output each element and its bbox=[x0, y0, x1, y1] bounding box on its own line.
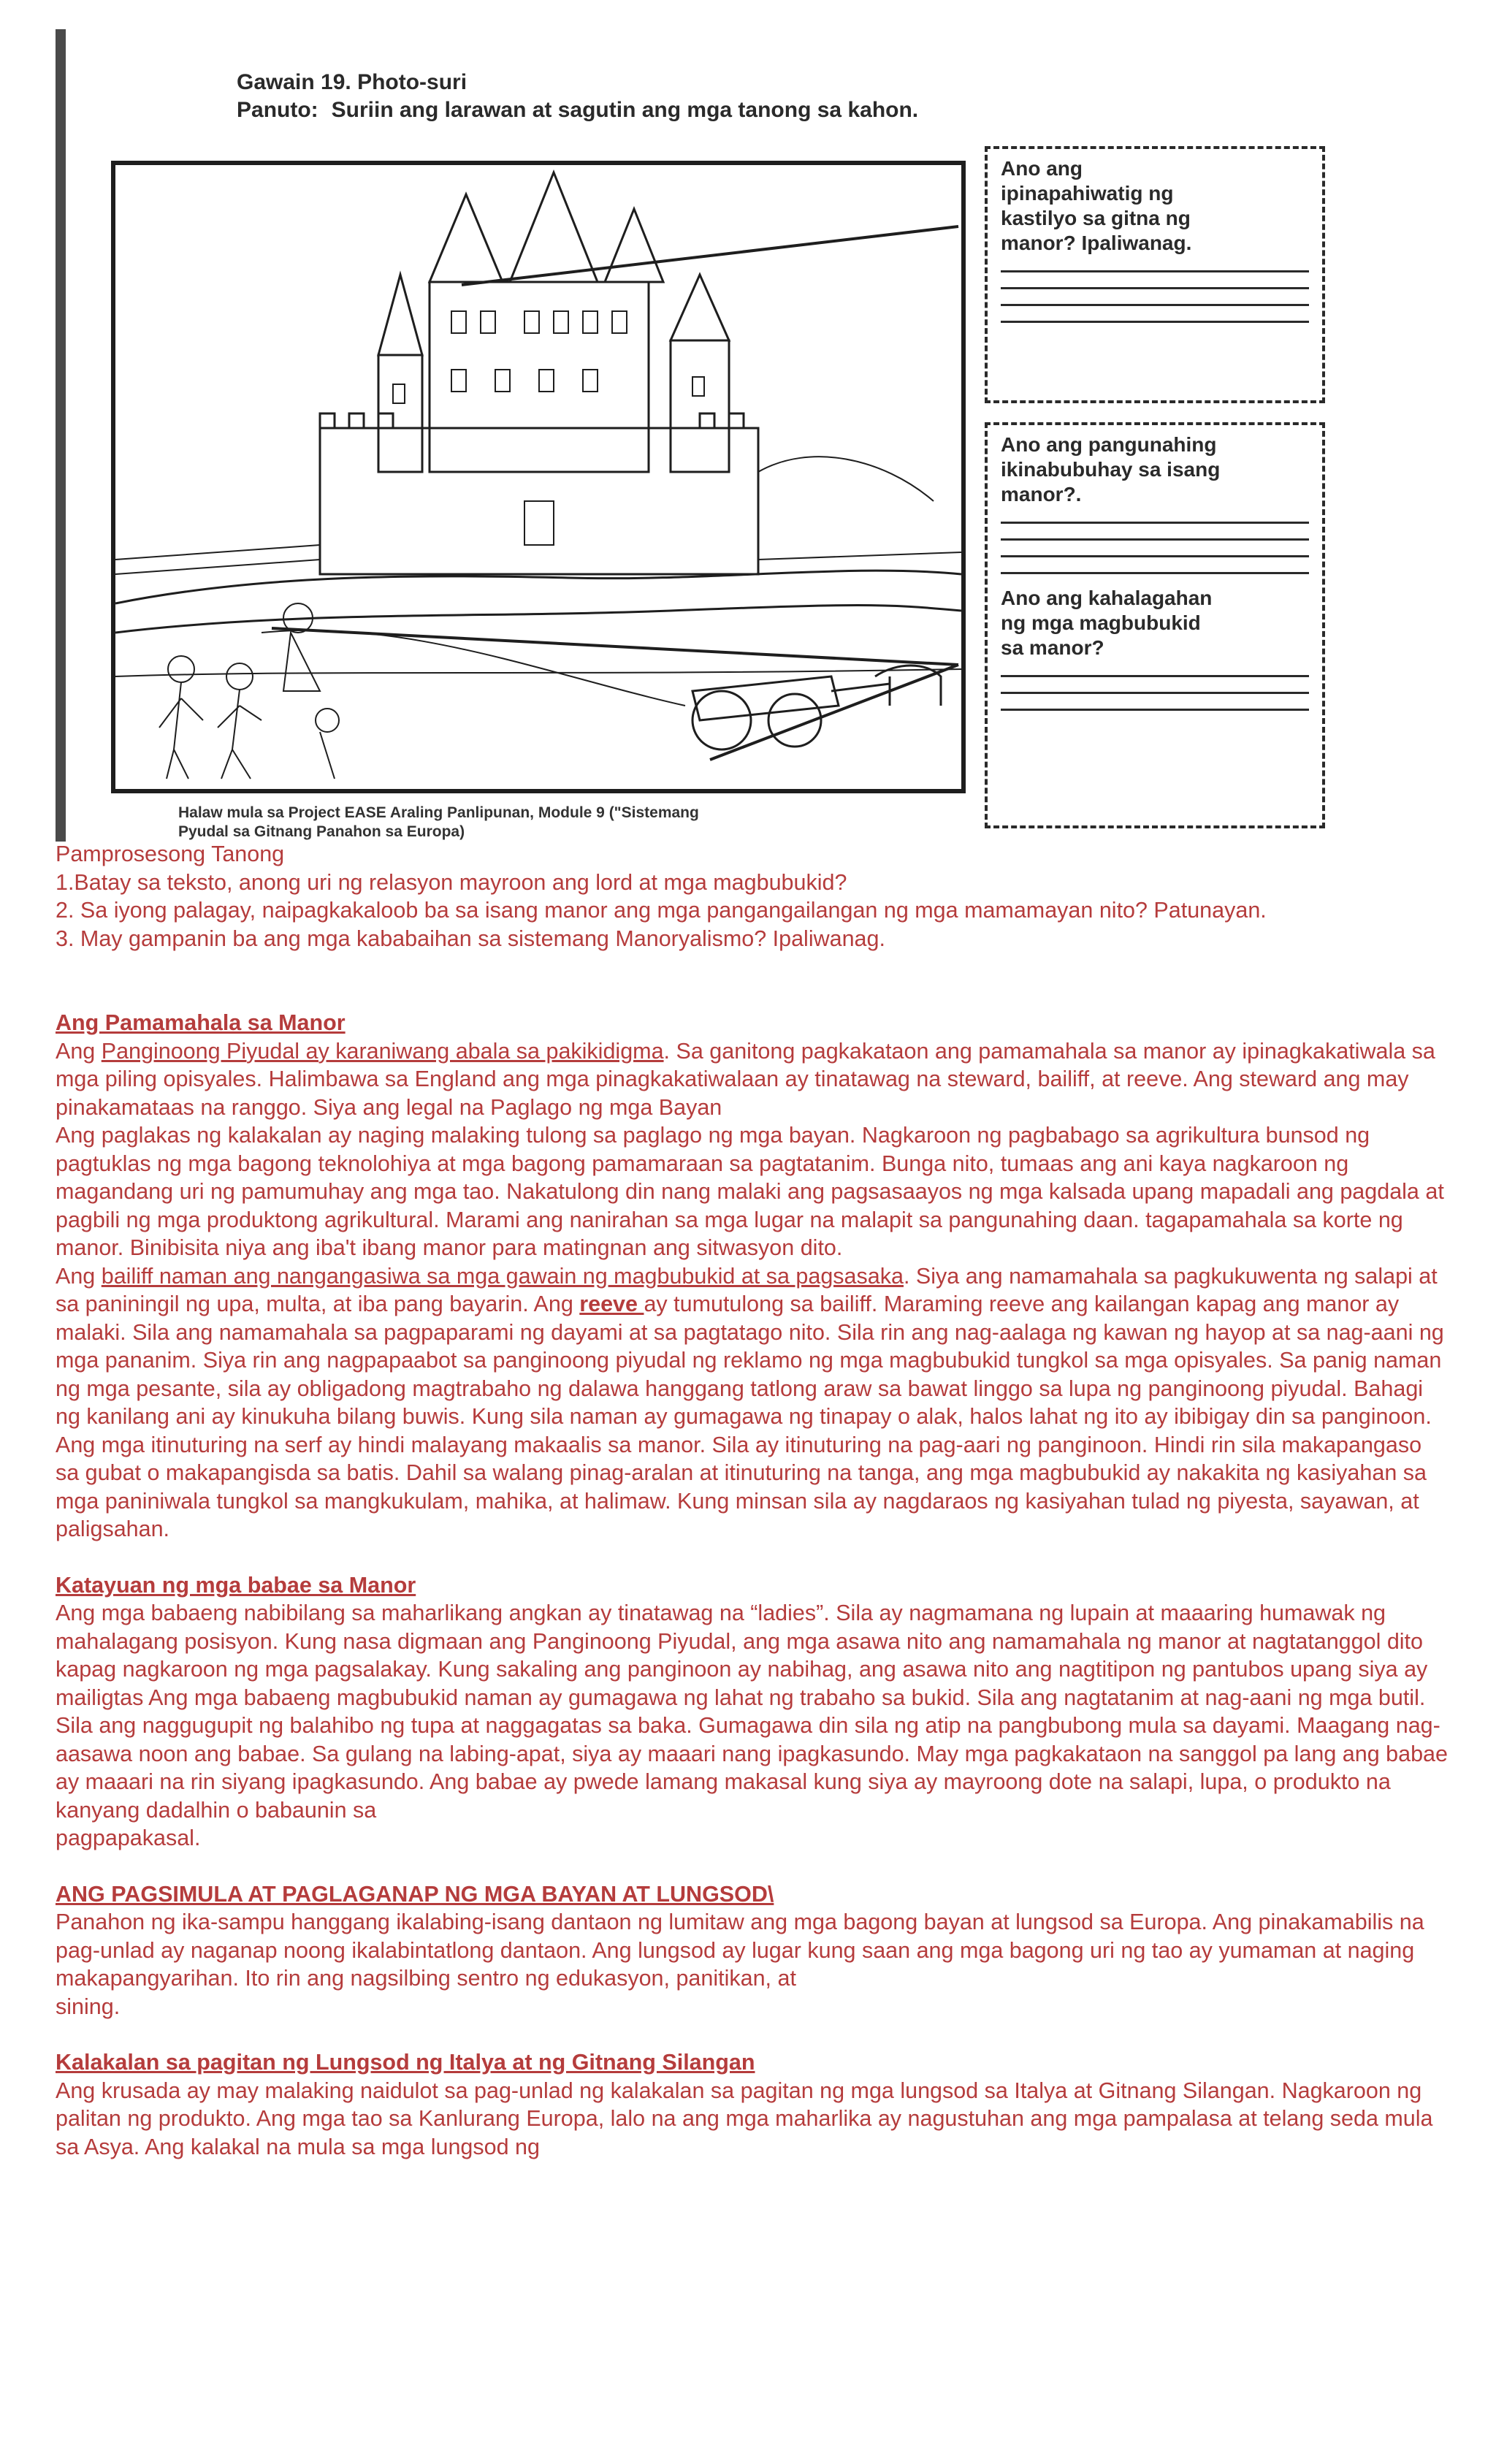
left-margin-bar bbox=[56, 29, 66, 842]
answer-line[interactable] bbox=[1001, 675, 1309, 677]
question-box-1 bbox=[985, 146, 1325, 403]
underlined-text: Panginoong Piyudal ay karaniwang abala sa pakikidigma bbox=[101, 1038, 664, 1064]
answer-line[interactable] bbox=[1001, 270, 1309, 272]
worksheet-title: Gawain 19. Photo-suri bbox=[237, 70, 468, 94]
answer-line[interactable] bbox=[1001, 692, 1309, 694]
text-run: . Sa ganitong pagkakataon ang pamamahala sa manor ay ipinagkakatiwala sa mga piling opisyales. Halimbawa sa England ang mga pinagkakatiwalaan ay tinatawag na steward, bailiff, at reeve. Ang steward ang may pinakamataas na ranggo. Siya ang legal na Paglago ng mga Bayan bbox=[56, 1038, 1435, 1120]
answer-line[interactable] bbox=[1001, 555, 1309, 557]
question-1-text: Ano ang ipinapahiwatig ng kastilyo sa gitna ng manor? Ipaliwanag. bbox=[1001, 157, 1192, 254]
manor-illustration bbox=[111, 161, 966, 793]
text-run: ay tumutulong sa bailiff. Maraming reeve ang kailangan kapag ang manor ay malaki. Sila ang namamahala sa pagpaparami ng dayami at sa pagtatago nito. Sila rin ang nag-aalaga ng kawan ng hayop at sa nag-aani ng mga pananim. Siya rin ang nagpapaabot sa panginoong piyudal ng reklamo ng mga magbubukid tungkol sa mga opisyales. Sa panig naman ng mga pesante, sila ay obligadong magtrabaho ng dalawa hanggang tatlong araw sa bawat linggo sa lupa ng panginoong piyudal. Bahagi ng kanilang ani ay kinukuha bilang buwis. Kung sila naman ay gumagawa ng tinapay o alak, halos lahat ng ito ay ibibigay din sa panginoon. Ang mga itinuturing na serf ay hindi malayang makaalis sa manor. Sila ay itinuturing na pag-aari ng panginoon. Hindi rin sila makapangaso sa gubat o makapangisda sa batis. Dahil sa walang pinag-aralan at itinuturing na tanga, ang mga magbubukid ay nakakita ng kasiyahan sa mga paniniwala tungkol sa mangkukulam, mahika, at halimaw. Kung minsan sila ay nagdaraos ng kasiyahan tulad ng piyesta, sayawan, at paligsahan. bbox=[56, 1292, 1444, 1541]
text-run: Ang bbox=[56, 1263, 102, 1289]
paragraph-women-end: pagpapakasal. bbox=[56, 1826, 201, 1850]
section-heading-women: Katayuan ng mga babae sa Manor bbox=[56, 1572, 416, 1598]
processing-question-2: 2. Sa iyong palagay, naipagkakaloob ba sa isang manor ang mga pangangailangan ng mga mamamayan nito? Patunayan. bbox=[56, 898, 1267, 923]
answer-line[interactable] bbox=[1001, 538, 1309, 541]
document-body bbox=[56, 840, 1451, 2161]
answer-line[interactable] bbox=[1001, 304, 1309, 306]
paragraph-growth: Ang paglakas ng kalakalan ay naging malaking tulong sa paglago ng mga bayan. Nagkaroon ng pagbabago sa agrikultura bunsod ng pagtuklas ng mga bagong teknolohiya at mga bagong pamamaraan sa pagtatanim. Bunga nito, tumaas ang ani kaya nagkaroon ng magandang uri ng pamumuhay ang mga tao. Nakatulong din nang malaki ang pagsasaayos ng mga kalsada upang mapadali ang pagdala at pagbili ng mga produktong agrikultural. Marami ang nanirahan sa mga lugar na malapit sa pangunahing daan. tagapamahala sa korte ng manor. Binibisita niya ang iba't ibang manor para matingnan ang sitwasyon dito. bbox=[56, 1123, 1444, 1260]
paragraph-trade: Ang krusada ay may malaking naidulot sa pag-unlad ng kalakalan sa pagitan ng mga lungsod sa Italya at Gitnang Silangan. Nagkaroon ng palitan ng produkto. Ang mga tao sa Kanlurang Europa, lalo na ang mga maharlika ay nagustuhan ang mga pampalasa at telang seda mula sa Asya. Ang kalakal na mula sa mga lungsod ng bbox=[56, 2078, 1433, 2159]
paragraph-towns-end: sining. bbox=[56, 1994, 121, 2019]
underlined-text: bailiff naman ang nangangasiwa sa mga gawain ng magbubukid at sa pagsasaka bbox=[101, 1263, 904, 1289]
paragraph-women: Ang mga babaeng nabibilang sa maharlikang angkan ay tinatawag na “ladies”. Sila ay nagmamana ng lupain at maaaring humawak ng mahalagang posisyon. Kung nasa digmaan ang Panginoong Piyudal, ang mga asawa nito ang namamahala ng manor at nagtatanggol dito kapag nagkaroon ng mga pagsalakay. Kung sakaling ang panginoon ay nabihag, ang asawa nito ang nagtitipon ng pantubos upang siya ay mailigtas Ang mga babaeng magbubukid naman ay gumagawa ng lahat ng trabaho sa bukid. Sila ang nagtatanim at nag-aani ng mga butil. Sila ang naggugupit ng balahibo ng tupa at naggagatas sa baka. Gumagawa din sila ng atip na pangbubong mula sa dayami. Maagang nag-aasawa noon ang babae. Sa gulang na labing-apat, siya ay maaari nang ipagkasundo. May mga pagkakataon na sanggol pa lang ang babae ay maaari na rin siyang ipagkasundo. Ang babae ay pwede lamang makasal kung siya ay mayroong dote na salapi, lupa, o produkto na kanyang dadalhin o babaunin sa bbox=[56, 1601, 1448, 1823]
text-run: Ang bbox=[56, 1038, 102, 1064]
processing-questions-heading: Pamprosesong Tanong bbox=[56, 842, 285, 866]
bold-underlined-text: reeve bbox=[579, 1292, 644, 1316]
processing-question-3: 3. May gampanin ba ang mga kababaihan sa sistemang Manoryalismo? Ipaliwanag. bbox=[56, 926, 885, 951]
processing-question-1: 1.Batay sa teksto, anong uri ng relasyon mayroon ang lord at mga magbubukid? bbox=[56, 869, 847, 895]
answer-line[interactable] bbox=[1001, 321, 1309, 323]
question-box-2 bbox=[985, 422, 1325, 828]
worksheet-instruction bbox=[237, 98, 918, 123]
answer-line[interactable] bbox=[1001, 287, 1309, 289]
section-heading-manor-governance: Ang Pamamahala sa Manor bbox=[56, 1010, 346, 1035]
answer-line[interactable] bbox=[1001, 572, 1309, 574]
paragraph-lord bbox=[56, 1037, 1451, 1122]
image-source-caption: Halaw mula sa Project EASE Araling Panlipunan, Module 9 ("Sistemang Pyudal sa Gitnang Panahon sa Europa) bbox=[178, 804, 699, 840]
question-2-text: Ano ang pangunahing ikinabubuhay sa isang manor?. bbox=[1001, 433, 1221, 506]
question-3-text: Ano ang kahalagahan ng mga magbubukid sa manor? bbox=[1001, 587, 1213, 659]
section-heading-towns: ANG PAGSIMULA AT PAGLAGANAP NG MGA BAYAN AT LUNGSOD\ bbox=[56, 1881, 774, 1907]
section-heading-trade: Kalakalan sa pagitan ng Lungsod ng Italya at ng Gitnang Silangan bbox=[56, 2050, 755, 2075]
answer-line[interactable] bbox=[1001, 709, 1309, 711]
castle-drawing bbox=[115, 165, 961, 789]
instruction-text: Suriin ang larawan at sagutin ang mga tanong sa kahon. bbox=[331, 98, 919, 122]
instruction-label: Panuto: bbox=[237, 98, 318, 122]
worksheet-figure bbox=[53, 29, 1331, 842]
paragraph-towns: Panahon ng ika-sampu hanggang ikalabing-isang dantaon ng lumitaw ang mga bagong bayan at lungsod sa Europa. Ang pinakamabilis na pag-unlad ay naganap noong ikalabintatlong dantaon. Ang lungsod ay lugar kung saan ang mga bagong uri ng tao ay yumaman at naging makapangyarihan. Ito rin ang nagsilbing sentro ng edukasyon, panitikan, at bbox=[56, 1910, 1424, 1991]
text-run: . Siya ang namamahala sa pagkukuwenta ng salapi at sa paniningil ng upa, multa, at iba pang bayarin. Ang bbox=[56, 1263, 1438, 1316]
paragraph-bailiff bbox=[56, 1262, 1451, 1544]
answer-line[interactable] bbox=[1001, 522, 1309, 524]
